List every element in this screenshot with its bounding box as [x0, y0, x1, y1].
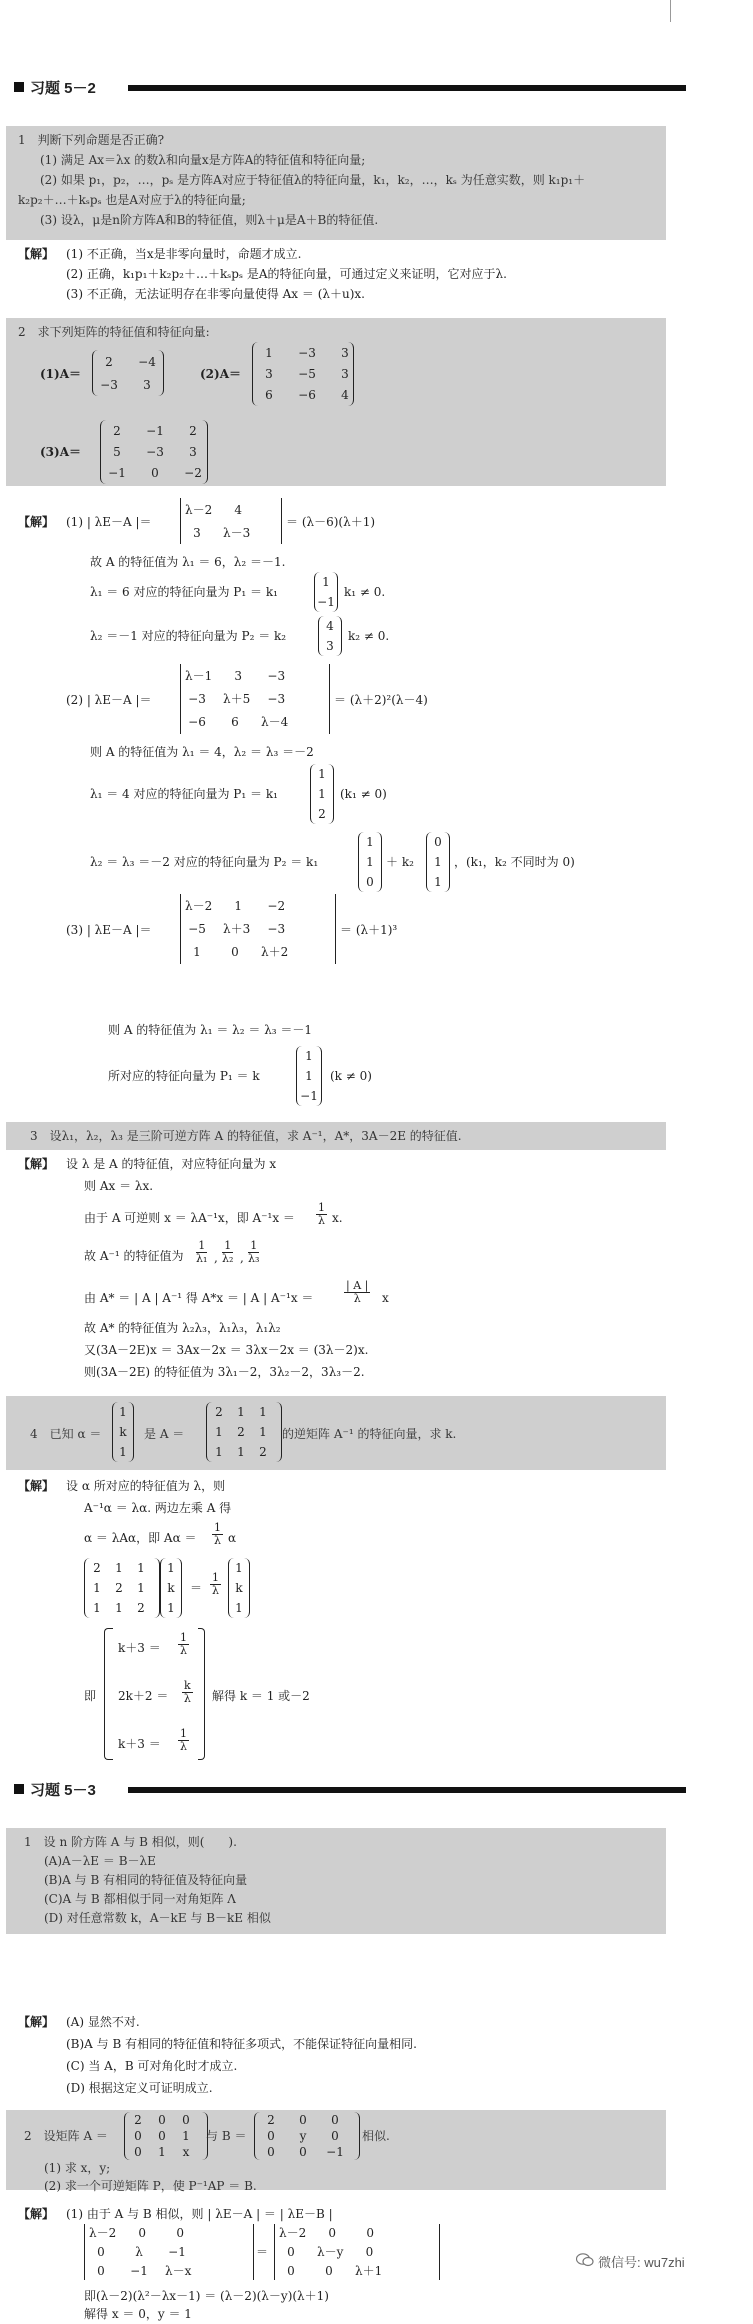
question-line: 是 A ＝	[144, 1427, 185, 1441]
matrix-cell: 6	[265, 388, 273, 403]
matrix-cell: 3	[189, 444, 197, 459]
answer-line: 则(3A－2E) 的特征值为 3λ₁－2，3λ₂－2，3λ₃－2.	[84, 1365, 365, 1379]
matrix-cell: −6	[298, 388, 316, 403]
answer-tag: 【解】	[18, 1479, 55, 1493]
det-cell: λ－y	[317, 2244, 344, 2259]
question-line: (B)A 与 B 有相同的特征值及特征向量	[44, 1873, 248, 1887]
vector-cell: 1	[434, 875, 442, 889]
eigenvector-cond: k₁ ≠ 0.	[344, 585, 386, 599]
system-eq: k＋3 ＝	[118, 1641, 161, 1655]
vector-cell: 1	[305, 1049, 313, 1063]
numerator: 1	[250, 1239, 258, 1252]
det-cell: −3	[267, 691, 286, 706]
answer-line: A⁻¹α ＝ λα. 两边左乘 A 得	[84, 1501, 232, 1515]
matrix-cell: 2	[105, 354, 113, 369]
det-cell: λ＋1	[355, 2263, 383, 2278]
matrix-cell: 1	[137, 1561, 145, 1575]
answer-line: (D) 根据这定义可证明成立.	[66, 2081, 213, 2095]
question-line: 2 求下列矩阵的特征值和特征向量:	[18, 325, 210, 339]
eigenvalue-line: 则 A 的特征值为 λ₁ ＝ λ₂ ＝ λ₃ ＝－1	[108, 1023, 313, 1037]
det-cell: −1	[168, 2244, 186, 2259]
denominator: λ	[318, 1214, 325, 1227]
matrix-cell: 0	[134, 2129, 142, 2143]
question-line: (3) 设λ，μ是n阶方阵A和B的特征值，则λ＋μ是A＋B的特征值.	[40, 213, 379, 227]
system-label: 即	[84, 1689, 97, 1703]
answer-line: (1) 不正确，当x是非零向量时，命题才成立.	[66, 247, 302, 261]
matrix-cell: 2	[237, 1425, 245, 1439]
numerator: 1	[198, 1239, 206, 1252]
vector-cell: 1	[434, 855, 442, 869]
matrix-cell: 2	[115, 1581, 123, 1595]
det-cell: 0	[287, 2244, 295, 2259]
matrix-cell: −3	[298, 345, 316, 360]
det-cell: 0	[97, 2263, 105, 2278]
matrix-cell: 3	[341, 345, 349, 360]
denominator: λ₂	[222, 1252, 234, 1265]
matrix-cell: −1	[146, 423, 164, 438]
vector-cell: −1	[317, 595, 335, 609]
det-cell: 3	[193, 525, 201, 540]
question-line: (A)A－λE ＝ B－λE	[44, 1854, 156, 1868]
vector-cell: 1	[167, 1561, 175, 1575]
denominator: λ	[180, 1740, 187, 1753]
vector-cell: 1	[235, 1561, 243, 1575]
eigenvector-cond: k₂ ≠ 0.	[348, 629, 390, 643]
answer-line: 设 α 所对应的特征值为 λ，则	[66, 1479, 226, 1493]
matrix-cell: 1	[182, 2129, 190, 2143]
separator: ,	[240, 1251, 244, 1265]
matrix-cell: −1	[326, 2145, 344, 2159]
det-cell: λ	[135, 2244, 143, 2259]
numerator: k	[184, 1679, 191, 1692]
section-marker	[14, 82, 24, 92]
matrix-b	[254, 2112, 360, 2160]
vector-alpha	[112, 1402, 134, 1462]
numerator: 1	[214, 1521, 221, 1534]
equals-sign: ＝	[256, 2245, 269, 2259]
matrix-a2	[252, 342, 354, 406]
question-line: (C)A 与 B 都相似于同一对角矩阵 Λ	[44, 1892, 236, 1906]
det-cell: 0	[231, 945, 239, 960]
det-cell: 0	[138, 2226, 147, 2241]
det-cell: 0	[365, 2244, 374, 2259]
question-line: (1) 满足 Ax＝λx 的数λ和向量x是方阵A的特征值和特征向量;	[40, 153, 366, 167]
matrix-cell: 1	[215, 1425, 223, 1439]
det-result: ＝ (λ－6)(λ＋1)	[286, 515, 376, 529]
vector-alpha	[160, 1558, 182, 1618]
answer-line: (1) 由于 A 与 B 相似，则 | λE－A | ＝ | λE－B |	[66, 2207, 333, 2221]
det-cell: −3	[267, 921, 286, 936]
vector-plus: ＋ k₂	[386, 855, 414, 869]
fraction	[178, 1728, 189, 1753]
denominator: λ	[353, 1292, 361, 1305]
vector-cell: −1	[300, 1089, 318, 1103]
vector-cell: k	[167, 1581, 175, 1595]
section-rule	[128, 85, 686, 91]
det-cell: λ＋5	[223, 691, 251, 706]
question-line: 的逆矩阵 A⁻¹ 的特征向量，求 k.	[282, 1427, 457, 1441]
answer-line: 由 A* ＝ | A | A⁻¹ 得 A*x ＝ | A | A⁻¹x ＝	[84, 1291, 314, 1305]
det-cell: −1	[130, 2263, 148, 2278]
answer-line: (2) 正确，k₁p₁＋k₂p₂＋…＋kₛpₛ 是A的特征向量，可通过定义来证明，它对应于λ.	[66, 267, 507, 281]
eigenvector-line: λ₂ ＝ λ₃ ＝－2 对应的特征向量为 P₂ ＝ k₁	[90, 855, 319, 869]
answer-line: 则 Ax ＝ λx.	[84, 1179, 154, 1193]
det-cell: λ＋3	[223, 921, 251, 936]
det-cell: −3	[188, 691, 206, 706]
answer-line: 即(λ－2)(λ²－λx－1) ＝ (λ－2)(λ－y)(λ＋1)	[84, 2289, 329, 2303]
question-line: (1) 求 x，y;	[44, 2161, 111, 2175]
numerator: | A |	[346, 1279, 369, 1292]
matrix-cell: 2	[113, 423, 121, 438]
vector-cell: 1	[119, 1405, 127, 1419]
determinant	[274, 2224, 440, 2280]
eigenvector	[426, 832, 450, 892]
matrix-cell: 0	[158, 2129, 166, 2143]
system-result: 解得 k ＝ 1 或－2	[212, 1689, 310, 1703]
answer-line: α	[228, 1531, 237, 1545]
question-line: 1 判断下列命题是否正确?	[18, 133, 165, 147]
section-rule	[128, 1787, 686, 1793]
det-cell: 0	[287, 2263, 295, 2278]
determinant	[180, 664, 330, 734]
eigenvector	[310, 764, 334, 824]
answer-line: (C) 当 A，B 可对角化时才成立.	[66, 2059, 238, 2073]
det-label: (1) | λE－A |＝	[66, 515, 152, 529]
matrix-cell: 1	[215, 1445, 223, 1459]
det-result: ＝ (λ＋1)³	[340, 923, 398, 937]
eigenvector-line: λ₁ ＝ 6 对应的特征向量为 P₁ ＝ k₁	[90, 585, 278, 599]
det-cell: 0	[176, 2226, 185, 2241]
determinant	[84, 2224, 254, 2280]
matrix-label: (1)A＝	[40, 367, 82, 381]
vector-cell: 0	[434, 835, 442, 849]
matrix-a	[124, 2112, 208, 2160]
answer-tag: 【解】	[18, 515, 55, 529]
page-edge-mark	[670, 0, 671, 22]
fraction	[212, 1522, 223, 1547]
det-cell: λ－x	[165, 2263, 192, 2278]
separator: ,	[214, 1251, 218, 1265]
matrix-cell: 2	[267, 2113, 275, 2127]
eigenvector	[296, 1046, 322, 1106]
determinant	[180, 894, 336, 964]
det-cell: −6	[188, 715, 206, 730]
system-eq: 2k＋2 ＝	[118, 1689, 169, 1703]
det-cell: λ－1	[185, 668, 213, 683]
fraction	[222, 1240, 233, 1265]
matrix-cell: 2	[259, 1445, 267, 1459]
det-cell: 0	[97, 2244, 105, 2259]
matrix-cell: 0	[151, 466, 159, 481]
vector-cell: 1	[322, 575, 330, 589]
det-cell: 4	[234, 502, 243, 517]
fraction	[316, 1202, 327, 1227]
denominator: λ	[212, 1584, 219, 1597]
det-result: ＝ (λ＋2)²(λ－4)	[334, 693, 428, 707]
vector-cell: 1	[119, 1445, 127, 1459]
matrix-cell: 4	[341, 388, 349, 403]
section-title: 习题 5－2	[30, 80, 96, 97]
answer-line: (3) 不正确，无法证明存在非零向量使得 Ax ＝ (λ＋u)x.	[66, 287, 365, 301]
question-line: 与 B ＝	[206, 2129, 247, 2143]
answer-line: (A) 显然不对.	[66, 2015, 140, 2029]
matrix-cell: −2	[184, 466, 202, 481]
answer-tag: 【解】	[18, 1157, 55, 1171]
section-title: 习题 5－3	[30, 1782, 96, 1799]
matrix-cell: 3	[143, 377, 151, 392]
system-brace	[198, 1628, 205, 1760]
det-cell: λ－3	[223, 525, 251, 540]
matrix-cell: 0	[267, 2129, 275, 2143]
vector-cell: 4	[326, 619, 334, 633]
denominator: λ₁	[196, 1252, 208, 1265]
matrix-cell: 0	[299, 2113, 307, 2127]
question-line: (D) 对任意常数 k，A－kE 与 B－kE 相似	[44, 1911, 271, 1925]
answer-line: 又(3A－2E)x ＝ 3Ax－2x ＝ 3λx－2x ＝ (3λ－2)x.	[84, 1343, 369, 1357]
matrix-cell: 1	[137, 1581, 145, 1595]
matrix-cell: 2	[137, 1601, 145, 1615]
answer-line: 由于 A 可逆则 x ＝ λA⁻¹x，即 A⁻¹x ＝	[84, 1211, 295, 1225]
det-cell: −5	[188, 921, 206, 936]
matrix-label: (3)A＝	[40, 445, 82, 459]
denominator: λ	[214, 1534, 221, 1547]
eigenvalue-line: 则 A 的特征值为 λ₁ ＝ 4，λ₂ ＝ λ₃ ＝－2	[90, 745, 314, 759]
vector-alpha	[228, 1558, 250, 1618]
matrix-a1	[92, 350, 164, 396]
answer-tag: 【解】	[18, 2207, 55, 2221]
denominator: λ₃	[248, 1252, 260, 1265]
matrix-cell: −5	[298, 366, 316, 381]
matrix-cell: 0	[331, 2113, 339, 2127]
matrix-cell: 1	[115, 1561, 123, 1575]
det-label: (3) | λE－A |＝	[66, 923, 152, 937]
eigenvector-cond: ，(k₁，k₂ 不同时为 0)	[454, 855, 575, 869]
det-cell: λ－4	[261, 715, 289, 730]
fraction	[210, 1572, 221, 1597]
numerator: 1	[212, 1571, 219, 1584]
eigenvector-cond: (k₁ ≠ 0)	[340, 787, 387, 801]
answer-line: (B)A 与 B 有相同的特征值和特征多项式，不能保证特征向量相同.	[66, 2037, 417, 2051]
det-cell: 6	[231, 715, 239, 730]
matrix-cell: 1	[93, 1601, 101, 1615]
eigenvector	[358, 832, 382, 892]
matrix-a	[206, 1402, 282, 1462]
matrix-cell: 2	[189, 423, 197, 438]
numerator: 1	[180, 1727, 187, 1740]
question-line: (2) 如果 p₁，p₂，…，pₛ 是方阵A对应于特征值λ的特征向量，k₁，k₂，…，kₛ 为任意实数，则 k₁p₁＋	[40, 173, 586, 187]
vector-cell: 0	[366, 875, 374, 889]
fraction	[248, 1240, 259, 1265]
matrix-cell: 0	[299, 2145, 307, 2159]
question-line: 4 已知 α ＝	[30, 1427, 102, 1441]
matrix-cell: −1	[108, 466, 126, 481]
question-line: 2 设矩阵 A ＝	[24, 2129, 108, 2143]
matrix-cell: x	[182, 2145, 190, 2159]
answer-tag: 【解】	[18, 247, 55, 261]
vector-cell: 1	[318, 767, 326, 781]
matrix-label: (2)A＝	[200, 367, 242, 381]
answer-line: x	[382, 1291, 389, 1305]
matrix-cell: 1	[237, 1445, 245, 1459]
vector-cell: k	[119, 1425, 127, 1439]
answer-line: 解得 x ＝ 0，y ＝ 1	[84, 2307, 192, 2321]
det-cell: λ－2	[279, 2226, 307, 2241]
wechat-icon	[576, 2252, 594, 2266]
fraction	[178, 1632, 189, 1657]
answer-line: α ＝ λAα，即 Aα ＝	[84, 1531, 197, 1545]
det-cell: λ－2	[185, 898, 213, 913]
det-cell: −2	[267, 898, 286, 913]
equals-sign: ＝	[190, 1581, 203, 1595]
det-cell: 1	[193, 945, 201, 960]
det-cell: 3	[234, 668, 243, 683]
numerator: 1	[318, 1201, 325, 1214]
det-cell: λ－2	[89, 2226, 117, 2241]
matrix-cell: 1	[259, 1405, 267, 1419]
fraction	[196, 1240, 207, 1265]
answer-line: 故 A⁻¹ 的特征值为	[84, 1249, 184, 1263]
det-cell: 0	[328, 2226, 337, 2241]
matrix-cell: 2	[134, 2113, 142, 2127]
matrix-cell: 0	[267, 2145, 275, 2159]
vector-cell: 1	[366, 855, 374, 869]
eigenvector-line: 所对应的特征向量为 P₁ ＝ k	[108, 1069, 260, 1083]
matrix-cell: 5	[113, 444, 121, 459]
answer-line: x.	[332, 1211, 343, 1225]
eigenvector-line: λ₂ ＝－1 对应的特征向量为 P₂ ＝ k₂	[90, 629, 287, 643]
vector-cell: 1	[318, 787, 326, 801]
eigenvalue-line: 故 A 的特征值为 λ₁ ＝ 6，λ₂ ＝－1.	[90, 555, 286, 569]
det-cell: λ－2	[185, 502, 213, 517]
eigenvector	[318, 616, 342, 656]
matrix-cell: 1	[237, 1405, 245, 1419]
matrix-cell: 1	[265, 345, 273, 360]
watermark-text: 微信号: wu7zhi	[598, 2255, 685, 2270]
matrix-cell: −3	[100, 377, 118, 392]
matrix-cell: 1	[259, 1425, 267, 1439]
matrix-cell: 1	[93, 1581, 101, 1595]
question-line: (2) 求一个可逆矩阵 P，使 P⁻¹AP ＝ B.	[44, 2179, 257, 2193]
denominator: λ	[180, 1644, 187, 1657]
question-line: k₂p₂＋…＋kₛpₛ 也是A对应于λ的特征向量;	[18, 193, 246, 207]
matrix-cell: 3	[341, 366, 349, 381]
vector-cell: 1	[167, 1601, 175, 1615]
matrix-cell: 1	[158, 2145, 166, 2159]
matrix-cell: −4	[138, 354, 156, 369]
eigenvector-line: λ₁ ＝ 4 对应的特征向量为 P₁ ＝ k₁	[90, 787, 278, 801]
vector-cell: 2	[318, 807, 326, 821]
eigenvector-cond: (k ≠ 0)	[330, 1069, 372, 1083]
question-line: 1 设 n 阶方阵 A 与 B 相似，则( ).	[24, 1835, 237, 1849]
fraction	[182, 1680, 193, 1705]
answer-line: 设 λ 是 A 的特征值，对应特征向量为 x	[66, 1157, 277, 1171]
matrix-cell: 0	[331, 2129, 339, 2143]
det-cell: 0	[325, 2263, 333, 2278]
vector-cell: 1	[305, 1069, 313, 1083]
matrix-cell: −3	[146, 444, 164, 459]
numerator: 1	[180, 1631, 187, 1644]
vector-cell: k	[235, 1581, 243, 1595]
vector-cell: 1	[366, 835, 374, 849]
det-cell: 0	[366, 2226, 375, 2241]
matrix-cell: 0	[182, 2113, 190, 2127]
matrix-cell: 1	[115, 1601, 123, 1615]
system-brace	[104, 1628, 113, 1760]
vector-cell: 3	[326, 639, 334, 653]
determinant	[180, 498, 282, 544]
det-cell: λ＋2	[261, 945, 289, 960]
matrix-a3	[100, 420, 208, 484]
matrix-cell: 2	[93, 1561, 101, 1575]
vector-cell: 1	[235, 1601, 243, 1615]
matrix-cell: 0	[158, 2113, 166, 2127]
det-cell: −3	[267, 668, 286, 683]
matrix-cell: 0	[134, 2145, 142, 2159]
eigenvector	[314, 572, 338, 612]
numerator: 1	[224, 1239, 232, 1252]
fraction	[344, 1280, 370, 1305]
matrix-cell: 2	[215, 1405, 223, 1419]
matrix-cell: y	[299, 2129, 307, 2143]
denominator: λ	[183, 1692, 191, 1705]
matrix-a	[84, 1558, 160, 1618]
section-marker	[14, 1784, 24, 1794]
matrix-cell: 3	[265, 366, 273, 381]
answer-line: 故 A* 的特征值为 λ₂λ₃，λ₁λ₃，λ₁λ₂	[84, 1321, 281, 1335]
det-label: (2) | λE－A |＝	[66, 693, 152, 707]
question-line: 3 设λ₁，λ₂，λ₃ 是三阶可逆方阵 A 的特征值，求 A⁻¹，A*，3A－2E 的特征值.	[30, 1129, 462, 1143]
answer-tag: 【解】	[18, 2015, 55, 2029]
question-line: 相似.	[362, 2129, 390, 2143]
det-cell: 1	[234, 898, 243, 913]
system-eq: k＋3 ＝	[118, 1737, 161, 1751]
